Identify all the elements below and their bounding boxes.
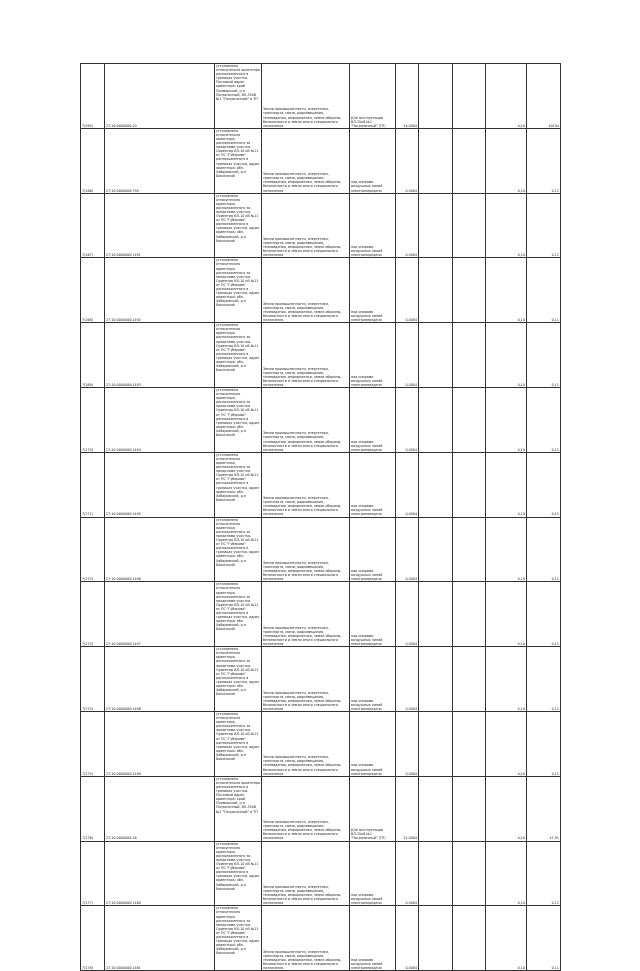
area-text: 0,0004	[405, 512, 417, 517]
location-description-text: установлено относительно ориентира, расположенного за пределами участка. Ориентир ВЛ-10 кВ №11 от ПС "Губерово" расположенного в границах участка, адрес ориентира: обл. Хабаровский, р-н Бикинский	[216, 128, 260, 178]
row-number-cell	[81, 387, 105, 452]
cadastral-number-text: 27:10:0000000:1495	[106, 512, 141, 517]
permitted-use-cell	[350, 64, 396, 129]
land-category-cell	[262, 841, 350, 906]
permitted-use-text: под опорами воздушных линий электропередачи	[351, 569, 383, 582]
cadastral-number-text: 27:10:0000000:1498	[106, 706, 141, 711]
rate-text: 0,10	[517, 836, 525, 841]
area-cell	[396, 193, 419, 258]
amount-cell	[527, 387, 561, 452]
cadastral-number-cell	[105, 452, 215, 517]
cadastral-number-cell	[105, 64, 215, 129]
row-number-cell	[81, 193, 105, 258]
table-row	[81, 387, 561, 452]
cadastral-number-text: 27:10:0000000:16	[106, 836, 137, 841]
permitted-use-cell	[350, 776, 396, 841]
land-category-cell	[262, 193, 350, 258]
row-number-text: 7(277)	[82, 901, 93, 906]
land-category-text: Земли промышленности, энергетики, транспорта, связи, радиовещания, телевидения, информатики, земли обороны, безопасности и земли иного специального назначения	[263, 301, 342, 323]
area-cell	[396, 517, 419, 582]
area-text: 0,0004	[405, 318, 417, 323]
empty-cell	[453, 647, 486, 712]
rate-cell	[486, 711, 527, 776]
row-number-text: 7(269)	[82, 382, 93, 387]
permitted-use-text: под опорами воздушных линий электропередачи	[351, 763, 383, 776]
amount-cell	[527, 258, 561, 323]
area-text: 0,0004	[405, 382, 417, 387]
row-number-text: 7(265)	[82, 123, 93, 128]
area-text: 0,0004	[405, 642, 417, 647]
rate-text: 0,10	[517, 706, 525, 711]
permitted-use-text: под опорами воздушных линий электропередачи	[351, 633, 383, 647]
amount-cell	[527, 323, 561, 388]
permitted-use-cell	[350, 128, 396, 193]
location-description-text: установлено относительно ориентира, расположенного за пределами участка. Ориентир ВЛ-10 кВ №11 от ПС "Губерово" расположенного в границах участка, адрес ориентира: обл. Хабаровский, р-н Бикинский	[216, 452, 260, 502]
rate-text: 0,10	[517, 318, 525, 323]
empty-cell	[453, 128, 486, 193]
cadastral-number-cell	[105, 387, 215, 452]
table-row	[81, 128, 561, 193]
amount-text: 0,11	[551, 253, 559, 258]
location-description-cell	[215, 582, 262, 647]
permitted-use-text: под опорами воздушных линий электропередачи	[351, 957, 383, 971]
rate-cell	[486, 387, 527, 452]
permitted-use-cell	[350, 711, 396, 776]
row-number-text: 7(274)	[82, 706, 93, 711]
area-text: 0,0004	[405, 706, 417, 711]
cadastral-number-cell	[105, 906, 215, 971]
cadastral-number-cell	[105, 193, 215, 258]
location-description-cell	[215, 258, 262, 323]
row-number-text: 7(270)	[82, 447, 93, 452]
table-body	[81, 64, 561, 971]
rate-cell	[486, 193, 527, 258]
cadastral-number-cell	[105, 711, 215, 776]
cadastral-number-cell	[105, 517, 215, 582]
location-description-cell	[215, 711, 262, 776]
rate-text: 0,10	[517, 642, 525, 647]
row-number-text: 7(275)	[82, 771, 93, 776]
area-text: 54,0004	[403, 123, 417, 128]
permitted-use-cell	[350, 452, 396, 517]
permitted-use-cell	[350, 258, 396, 323]
permitted-use-text: под опорами воздушных линий электропередачи	[351, 309, 383, 323]
empty-cell	[453, 193, 486, 258]
row-number-cell	[81, 841, 105, 906]
empty-cell	[419, 323, 453, 388]
location-description-text: установлено относительно ориентира, расположенного за пределами участка. Ориентир ВЛ-10 кВ №11 от ПС "Губерово" расположенного в границах участка, адрес ориентира: обл. Хабаровский, р-н Бикинский	[216, 647, 260, 697]
location-description-text: установлено относительно ориентира, расположенного за пределами участка. Ориентир ВЛ-10 кВ №11 от ПС "Губерово" расположенного в границах участка, адрес ориентира: обл. Хабаровский, р-н Бикинский	[216, 387, 260, 438]
location-description-text: установлено относительно ориентира, расположенного за пределами участка. Ориентир ВЛ-10 кВ №11 от ПС "Губерово" расположенного в границах участка, адрес ориентира: обл. Хабаровский, р-н Бикинский	[216, 323, 260, 373]
location-description-text: установлено относительно ориентира расположенного в границах участка. Почтовый адрес ориентира: край Приморский, р-н Пограничный, ВЛ-35кВ №1 "Пограничный" и ТП	[216, 64, 260, 101]
land-category-cell	[262, 452, 350, 517]
permitted-use-text: под опорами воздушных линий электропередачи	[351, 245, 383, 258]
land-category-cell	[262, 64, 350, 129]
location-description-text: установлено относительно ориентира, расположенного за пределами участка. Ориентир ВЛ-10 кВ №11 от ПС "Губерово" расположенного в границах участка, адрес ориентира: обл. Хабаровский, р-н Бикинский	[216, 906, 260, 956]
row-number-text: 7(273)	[82, 642, 93, 647]
area-cell	[396, 387, 419, 452]
rate-cell	[486, 323, 527, 388]
row-number-cell	[81, 517, 105, 582]
row-number-cell	[81, 128, 105, 193]
amount-text: 0,11	[551, 771, 559, 776]
cadastral-number-text: 27:10:0000000:790	[106, 188, 139, 193]
table-row	[81, 258, 561, 323]
area-cell	[396, 582, 419, 647]
empty-cell	[419, 193, 453, 258]
amount-text: 0,11	[551, 188, 559, 193]
rate-text: 0,10	[517, 577, 525, 582]
area-text: 0,0004	[405, 901, 417, 906]
row-number-cell	[81, 323, 105, 388]
cadastral-number-cell	[105, 582, 215, 647]
amount-cell	[527, 776, 561, 841]
land-category-text: Земли промышленности, энергетики, транспорта, связи, радиовещания, телевидения, информатики, земли обороны, безопасности и земли иного специального назначения	[263, 560, 342, 582]
area-cell	[396, 452, 419, 517]
empty-cell	[419, 387, 453, 452]
empty-cell	[419, 582, 453, 647]
empty-cell	[453, 711, 486, 776]
permitted-use-cell	[350, 193, 396, 258]
table-row	[81, 517, 561, 582]
amount-cell	[527, 517, 561, 582]
cadastral-number-cell	[105, 647, 215, 712]
cadastral-number-cell	[105, 776, 215, 841]
area-text: 52,0004	[403, 836, 417, 841]
amount-text: 47,91	[549, 836, 559, 841]
cadastral-number-text: 27:10:0000000:1496	[106, 577, 141, 582]
rate-cell	[486, 517, 527, 582]
area-cell	[396, 64, 419, 129]
empty-cell	[453, 841, 486, 906]
location-description-cell	[215, 64, 262, 129]
area-cell	[396, 258, 419, 323]
table-row	[81, 64, 561, 129]
row-number-text: 7(272)	[82, 577, 93, 582]
row-number-text: 7(278)	[82, 966, 93, 971]
cadastral-number-cell	[105, 323, 215, 388]
table-row	[81, 776, 561, 841]
land-category-text: Земли промышленности, энергетики, транспорта, связи, радиовещания, телевидения, информатики, земли обороны, безопасности и земли иного специального назначения	[263, 172, 342, 193]
permitted-use-cell	[350, 323, 396, 388]
area-text: 0,0004	[405, 253, 417, 258]
empty-cell	[419, 64, 453, 129]
row-number-cell	[81, 776, 105, 841]
location-description-cell	[215, 841, 262, 906]
cadastral-number-cell	[105, 841, 215, 906]
rate-text: 0,10	[517, 901, 525, 906]
amount-cell	[527, 711, 561, 776]
area-cell	[396, 647, 419, 712]
row-number-cell	[81, 452, 105, 517]
row-number-text: 7(271)	[82, 512, 93, 517]
area-cell	[396, 128, 419, 193]
empty-cell	[419, 647, 453, 712]
land-category-text: Земли промышленности, энергетики, транспорта, связи, радиовещания, телевидения, информатики, земли обороны, безопасности и земли иного специального назначения	[263, 884, 342, 906]
area-cell	[396, 323, 419, 388]
area-cell	[396, 776, 419, 841]
area-text: 0,0004	[405, 771, 417, 776]
amount-cell	[527, 64, 561, 129]
cadastral-number-text: 27:10:0000000:1492	[106, 318, 141, 323]
amount-cell	[527, 647, 561, 712]
permitted-use-cell	[350, 517, 396, 582]
permitted-use-text: под опорами воздушных линий электропередачи	[351, 374, 383, 387]
location-description-cell	[215, 647, 262, 712]
table-row	[81, 841, 561, 906]
land-category-cell	[262, 582, 350, 647]
permitted-use-text: под опорами воздушных линий электропередачи	[351, 893, 383, 906]
location-description-cell	[215, 776, 262, 841]
permitted-use-text: под опорами воздушных линий электропередачи	[351, 504, 383, 517]
empty-cell	[453, 906, 486, 971]
empty-cell	[453, 258, 486, 323]
row-number-cell	[81, 647, 105, 712]
land-category-cell	[262, 258, 350, 323]
rate-cell	[486, 582, 527, 647]
cadastral-number-text: 27:10:0000000:1497	[106, 642, 141, 647]
amount-text: 0,11	[551, 642, 559, 647]
row-number-cell	[81, 711, 105, 776]
amount-text: 0,11	[551, 577, 559, 582]
land-parcels-table	[80, 63, 561, 971]
area-cell	[396, 841, 419, 906]
location-description-cell	[215, 387, 262, 452]
land-category-text: Земли промышленности, энергетики, транспорта, связи, радиовещания, телевидения, информатики, земли обороны, безопасности и земли иного специального назначения	[263, 496, 342, 517]
area-cell	[396, 906, 419, 971]
cadastral-number-cell	[105, 258, 215, 323]
land-category-text: Земли промышленности, энергетики, транспорта, связи, радиовещания, телевидения, информатики, земли обороны, безопасности и земли иного специального назначения	[263, 820, 342, 841]
location-description-text: установлено относительно ориентира, расположенного за пределами участка. Ориентир ВЛ-10 кВ №11 от ПС "Губерово" расположенного в границах участка, адрес ориентира: обл. Хабаровский, р-н Бикинский	[216, 517, 260, 567]
cadastral-number-text: 27:10:0000000:1494	[106, 447, 141, 452]
empty-cell	[419, 906, 453, 971]
rate-text: 0,10	[517, 253, 525, 258]
amount-text: 0,11	[551, 382, 559, 387]
rate-text: 0,10	[517, 447, 525, 452]
land-category-cell	[262, 906, 350, 971]
cadastral-number-cell	[105, 128, 215, 193]
row-number-text: 7(268)	[82, 318, 93, 323]
land-category-text: Земли промышленности, энергетики, транспорта, связи, радиовещания, телевидения, информатики, земли обороны, безопасности и земли иного специального назначения	[263, 431, 342, 452]
empty-cell	[419, 452, 453, 517]
amount-cell	[527, 582, 561, 647]
amount-text: 0,11	[551, 512, 559, 517]
permitted-use-cell	[350, 387, 396, 452]
rate-cell	[486, 906, 527, 971]
amount-text: 0,11	[551, 706, 559, 711]
empty-cell	[453, 64, 486, 129]
location-description-text: установлено относительно ориентира, расположенного за пределами участка. Ориентир ВЛ-10 кВ №11 от ПС "Губерово" расположенного в границах участка, адрес ориентира: обл. Хабаровский, р-н Бикинский	[216, 841, 260, 891]
table-row	[81, 193, 561, 258]
row-number-text: 7(267)	[82, 253, 93, 258]
amount-text: 0,11	[551, 966, 559, 971]
amount-text: 0,11	[551, 318, 559, 323]
location-description-text: установлено относительно ориентира, расположенного за пределами участка. Ориентир ВЛ-10 кВ №11 от ПС "Губерово" расположенного в границах участка, адрес ориентира: обл. Хабаровский, р-н Бикинский	[216, 258, 260, 308]
land-category-cell	[262, 387, 350, 452]
empty-cell	[419, 841, 453, 906]
rate-text: 0,10	[517, 382, 525, 387]
rate-text: 0,10	[517, 966, 525, 971]
land-category-text: Земли промышленности, энергетики, транспорта, связи, радиовещания, телевидения, информатики, земли обороны, безопасности и земли иного специального назначения	[263, 949, 342, 971]
amount-cell	[527, 128, 561, 193]
row-number-cell	[81, 64, 105, 129]
land-category-text: Земли промышленности, энергетики, транспорта, связи, радиовещания, телевидения, информатики, земли обороны, безопасности и земли иного специального назначения	[263, 755, 342, 776]
rate-cell	[486, 128, 527, 193]
cadastral-number-text: 27:10:0000000:1491	[106, 253, 141, 258]
empty-cell	[453, 776, 486, 841]
location-description-text: установлено относительно ориентира, расположенного за пределами участка. Ориентир ВЛ-10 кВ №11 от ПС "Губерово" расположенного в границах участка, адрес ориентира: обл. Хабаровский, р-н Бикинский	[216, 193, 260, 243]
rate-cell	[486, 452, 527, 517]
land-category-text: Земли промышленности, энергетики, транспорта, связи, радиовещания, телевидения, информатики, земли обороны, безопасности и земли иного специального назначения	[263, 690, 342, 711]
location-description-text: установлено относительно ориентира, расположенного за пределами участка. Ориентир ВЛ-10 кВ №11 от ПС "Губерово" расположенного в границах участка, адрес ориентира: обл. Хабаровский, р-н Бикинский	[216, 711, 260, 761]
empty-cell	[453, 323, 486, 388]
land-category-text: Земли промышленности, энергетики, транспорта, связи, радиовещания, телевидения, информатики, земли обороны, безопасности и земли иного специального назначения	[263, 236, 342, 258]
land-category-cell	[262, 128, 350, 193]
row-number-cell	[81, 582, 105, 647]
permitted-use-cell	[350, 841, 396, 906]
row-number-cell	[81, 906, 105, 971]
permitted-use-cell	[350, 582, 396, 647]
permitted-use-text: под опорами воздушных линий электропередачи	[351, 180, 383, 193]
empty-cell	[453, 452, 486, 517]
amount-text: 0,11	[551, 447, 559, 452]
area-text: 0,0004	[405, 447, 417, 452]
area-cell	[396, 711, 419, 776]
row-number-cell	[81, 258, 105, 323]
area-text: 0,0004	[405, 577, 417, 582]
land-category-cell	[262, 517, 350, 582]
permitted-use-text: Для эксплуатации ВЛ-35кВ №1 "Пограничный" (ТП)	[351, 828, 386, 841]
empty-cell	[419, 258, 453, 323]
empty-cell	[453, 387, 486, 452]
amount-cell	[527, 906, 561, 971]
empty-cell	[453, 582, 486, 647]
location-description-cell	[215, 906, 262, 971]
table-row	[81, 711, 561, 776]
table-row	[81, 452, 561, 517]
location-description-text: установлено относительно ориентира расположенного в границах участка. Почтовый адрес ориентира: край Приморский, р-н Пограничный, ВЛ-35кВ №1 "Пограничный" и ТП	[216, 776, 260, 814]
permitted-use-text: под опорами воздушных линий электропередачи	[351, 698, 383, 711]
amount-cell	[527, 193, 561, 258]
rate-text: 0,10	[517, 188, 525, 193]
empty-cell	[419, 128, 453, 193]
amount-cell	[527, 841, 561, 906]
land-category-text: Земли промышленности, энергетики, транспорта, связи, радиовещания, телевидения, информатики, земли обороны, безопасности и земли иного специального назначения	[263, 625, 342, 647]
permitted-use-text: под опорами воздушных линий электропередачи	[351, 439, 383, 452]
rate-cell	[486, 258, 527, 323]
empty-cell	[419, 517, 453, 582]
location-description-cell	[215, 323, 262, 388]
location-description-cell	[215, 517, 262, 582]
location-description-text: установлено относительно ориентира, расположенного за пределами участка. Ориентир ВЛ-10 кВ №11 от ПС "Губерово" расположенного в границах участка, адрес ориентира: обл. Хабаровский, р-н Бикинский	[216, 582, 260, 632]
rate-text: 0,10	[517, 512, 525, 517]
rate-cell	[486, 841, 527, 906]
permitted-use-text: Для эксплуатации ВЛ-35кВ №1 "Пограничный" (ТП)	[351, 115, 386, 128]
amount-cell	[527, 452, 561, 517]
location-description-cell	[215, 452, 262, 517]
amount-text: 0,11	[551, 901, 559, 906]
table-row	[81, 582, 561, 647]
table-row	[81, 647, 561, 712]
rate-cell	[486, 776, 527, 841]
land-category-text: Земли промышленности, энергетики, транспорта, связи, радиовещания, телевидения, информатики, земли обороны, безопасности и земли иного специального назначения	[263, 366, 342, 387]
cadastral-number-text: 27:10:0000000:1493	[106, 382, 141, 387]
row-number-text: 7(266)	[82, 188, 93, 193]
land-category-text: Земли промышленности, энергетики, транспорта, связи, радиовещания, телевидения, информатики, земли обороны, безопасности и земли иного специального назначения	[263, 107, 342, 128]
row-number-text: 7(276)	[82, 836, 93, 841]
table-row	[81, 906, 561, 971]
rate-cell	[486, 64, 527, 129]
cadastral-number-text: 27:10:0000000:1499	[106, 771, 141, 776]
area-text: 0,0004	[405, 966, 417, 971]
cadastral-number-text: 27:10:0000000:1480	[106, 901, 141, 906]
land-category-cell	[262, 776, 350, 841]
rate-cell	[486, 647, 527, 712]
cadastral-number-text: 27:10:0000000:1481	[106, 966, 141, 971]
land-category-cell	[262, 711, 350, 776]
amount-text: 40104	[548, 123, 559, 128]
table-row	[81, 323, 561, 388]
empty-cell	[419, 711, 453, 776]
rate-text: 0,10	[517, 771, 525, 776]
land-category-cell	[262, 323, 350, 388]
permitted-use-cell	[350, 906, 396, 971]
permitted-use-cell	[350, 647, 396, 712]
land-category-cell	[262, 647, 350, 712]
location-description-cell	[215, 128, 262, 193]
area-text: 0,0004	[405, 188, 417, 193]
empty-cell	[419, 776, 453, 841]
rate-text: 0,10	[517, 123, 525, 128]
location-description-cell	[215, 193, 262, 258]
empty-cell	[453, 517, 486, 582]
cadastral-number-text: 27:16:0000000:10	[106, 123, 137, 128]
